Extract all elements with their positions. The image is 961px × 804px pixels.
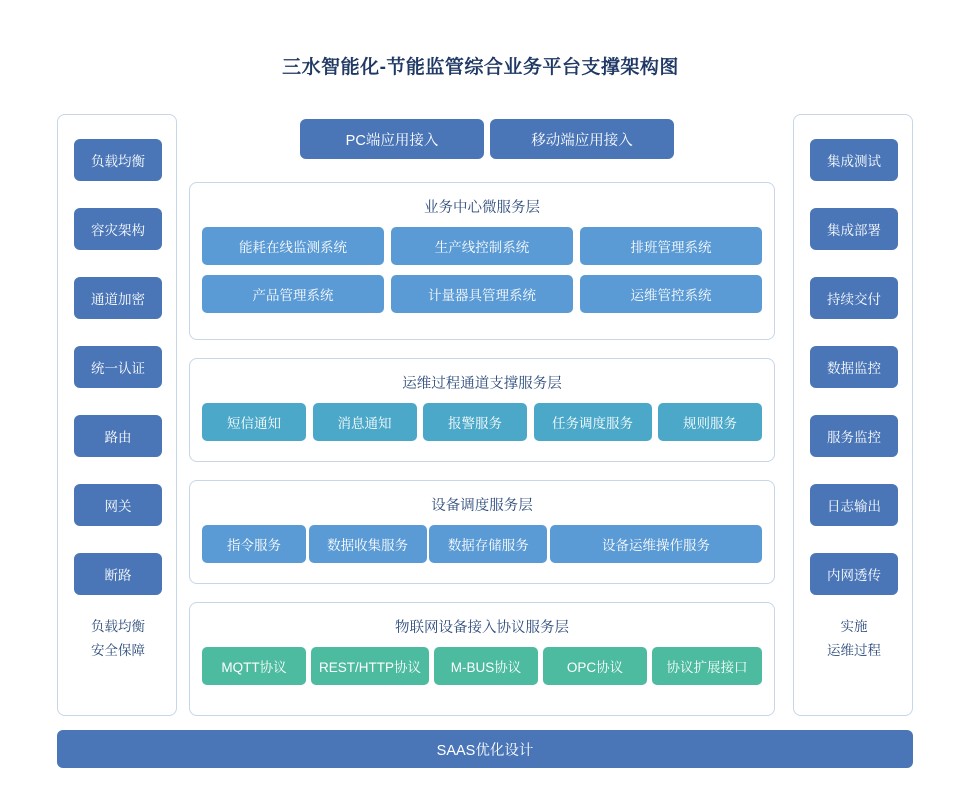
page-title: 三水智能化-节能监管综合业务平台支撑架构图 (282, 57, 679, 78)
item-label: 网关 (104, 499, 132, 514)
service-box[interactable]: 计量器具管理系统 (391, 275, 573, 313)
right_column-item-4[interactable] (810, 415, 898, 457)
layer-row (190, 275, 774, 313)
item-label: 持续交付 (827, 292, 881, 307)
service-box[interactable]: 数据存储服务 (429, 525, 547, 563)
layer-title: 运维过程通道支撑服务层 (402, 376, 562, 392)
item-label: 通道加密 (91, 292, 145, 307)
service-box[interactable]: M-BUS协议 (434, 647, 538, 685)
item-label: 内网透传 (827, 568, 881, 583)
service-box[interactable]: 排班管理系统 (580, 227, 762, 265)
left_column-item-2[interactable] (74, 277, 162, 319)
service-box[interactable]: MQTT协议 (202, 647, 306, 685)
layer-rows (190, 647, 774, 685)
service-box[interactable]: 产品管理系统 (202, 275, 384, 313)
bottom-bar-saas[interactable]: SAAS优化设计 (57, 730, 913, 768)
layer-row (190, 647, 774, 685)
service-box[interactable]: 设备运维操作服务 (550, 525, 762, 563)
left_column-item-1[interactable] (74, 208, 162, 250)
item-label: 服务监控 (827, 430, 881, 445)
right_column-item-3[interactable] (810, 346, 898, 388)
item-label: 容灾架构 (91, 223, 145, 238)
item-label: 统一认证 (91, 361, 145, 376)
footer-line: 运维过程 (827, 643, 881, 658)
layer-rows (190, 403, 774, 441)
left_column-item-6[interactable] (74, 553, 162, 595)
item-label: 集成部署 (827, 223, 881, 238)
item-label: 日志输出 (827, 499, 881, 514)
footer-line: 安全保障 (91, 643, 145, 658)
service-box[interactable]: OPC协议 (543, 647, 647, 685)
service-box[interactable]: REST/HTTP协议 (311, 647, 429, 685)
service-box[interactable]: 运维管控系统 (580, 275, 762, 313)
left_column-item-5[interactable] (74, 484, 162, 526)
layer-device-scheduling (189, 480, 775, 584)
service-box[interactable]: 短信通知 (202, 403, 306, 441)
layer-row (190, 403, 774, 441)
service-box[interactable]: 能耗在线监测系统 (202, 227, 384, 265)
footer-line: 负载均衡 (91, 619, 145, 634)
service-box[interactable]: 协议扩展接口 (652, 647, 762, 685)
layer-title: 物联网设备接入协议服务层 (395, 620, 569, 636)
left_column-item-0[interactable] (74, 139, 162, 181)
layer-title: 业务中心微服务层 (424, 200, 540, 216)
service-box[interactable]: 报警服务 (423, 403, 527, 441)
layer-rows (190, 227, 774, 313)
service-box[interactable]: 消息通知 (313, 403, 417, 441)
right_column-item-6[interactable] (810, 553, 898, 595)
layer-rows (190, 525, 774, 563)
footer-line: 实施 (840, 619, 868, 634)
right-column-panel (793, 114, 913, 716)
item-label: 数据监控 (827, 361, 881, 376)
layer-row (190, 525, 774, 563)
right_column-item-0[interactable] (810, 139, 898, 181)
item-label: 路由 (104, 430, 132, 445)
item-label: 负载均衡 (91, 154, 145, 169)
service-box[interactable]: 数据收集服务 (309, 525, 427, 563)
item-label: 断路 (104, 568, 132, 583)
right_column-item-1[interactable] (810, 208, 898, 250)
right_column-item-2[interactable] (810, 277, 898, 319)
right_column-footer (794, 615, 914, 663)
top-access-pc[interactable]: PC端应用接入 (300, 119, 484, 159)
service-box[interactable]: 生产线控制系统 (391, 227, 573, 265)
item-label: 集成测试 (827, 154, 881, 169)
service-box[interactable]: 任务调度服务 (534, 403, 652, 441)
left_column-footer (58, 615, 178, 663)
left-column-panel (57, 114, 177, 716)
layer-row (190, 227, 774, 265)
layer-title: 设备调度服务层 (431, 498, 533, 514)
layer-ops-channel-support (189, 358, 775, 462)
layer-iot-protocol-access (189, 602, 775, 716)
left_column-item-4[interactable] (74, 415, 162, 457)
right_column-item-5[interactable] (810, 484, 898, 526)
left_column-item-3[interactable] (74, 346, 162, 388)
top-access-mobile[interactable]: 移动端应用接入 (490, 119, 674, 159)
layer-business-microservices (189, 182, 775, 340)
service-box[interactable]: 指令服务 (202, 525, 306, 563)
service-box[interactable]: 规则服务 (658, 403, 762, 441)
